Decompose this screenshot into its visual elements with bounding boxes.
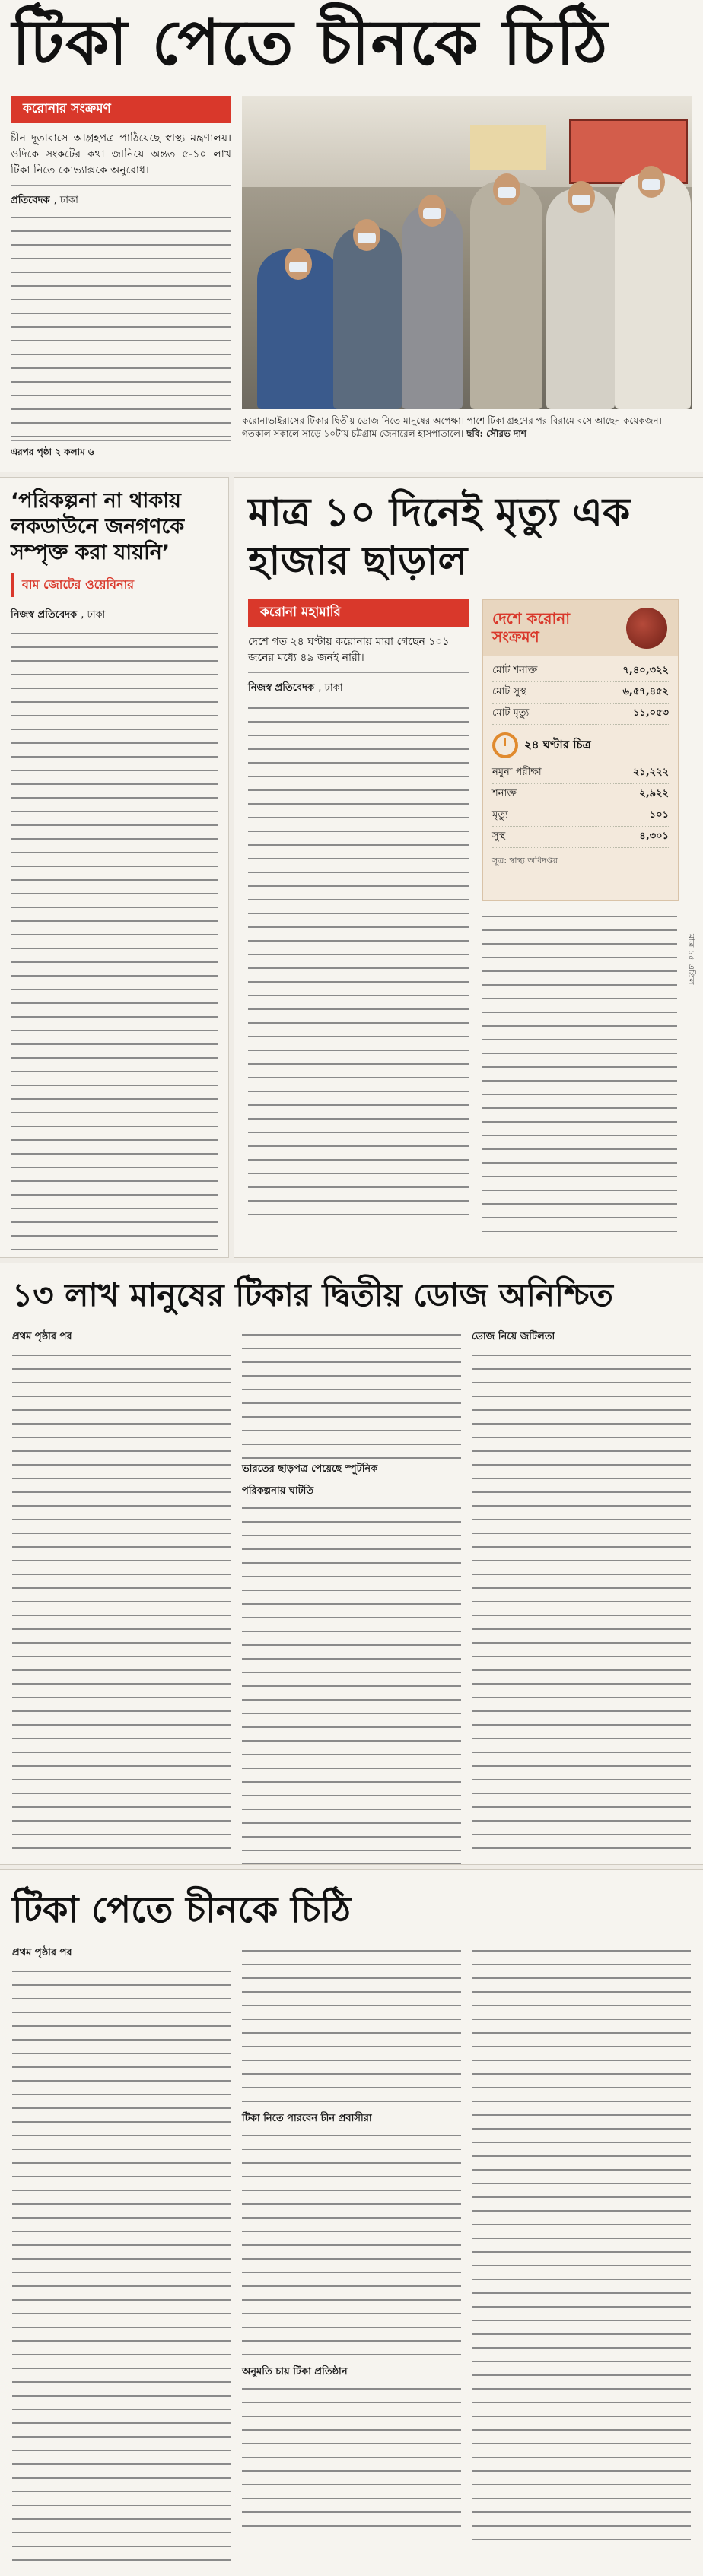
deck-text: দেশে গত ২৪ ঘণ্টায় করোনায় মারা গেছেন ১০১ জনের মধ্যে ৪৯ জনই নারী।: [248, 636, 450, 664]
headline: ‘পরিকল্পনা না থাকায় লকডাউনে জনগণকে সম্পৃক্ত করা যায়নি’: [11, 489, 185, 564]
deck-text: চীন দূতাবাসে আগ্রহপত্র পাঠিয়েছে স্বাস্থ্য মন্ত্রণালয়। ওদিকে সংকটের কথা জানিয়ে অন্তত ৫-১০ লাখ টিকা নিতে কোভ্যাক্সকে অনুরোধ।: [11, 132, 231, 176]
body-text-block: [242, 2130, 461, 2358]
body-text-block: [11, 212, 231, 440]
clock-icon: [492, 732, 518, 758]
subhead: অনুমতি চায় টিকা প্রতিষ্ঠান: [242, 2366, 348, 2377]
body-text-block: [11, 628, 218, 1257]
dateline: ঢাকা: [324, 682, 343, 694]
stat-row-new-recovered: সুস্থ ৪,৩০১: [492, 827, 669, 848]
infobox-subtitle: ২৪ ঘণ্টার চিত্র: [524, 738, 591, 752]
body-text-block: [482, 911, 677, 1238]
stat-row-tests: নমুনা পরীক্ষা ২১,২২২: [492, 763, 669, 784]
stat-row-new-deaths: মৃত্যু ১০১: [492, 805, 669, 827]
article-second-dose: [0, 1263, 703, 1864]
body-text-block: [242, 1503, 461, 1864]
body-text-block: [242, 2384, 461, 2536]
byline: প্রতিবেদক: [11, 195, 50, 206]
body-text-block: [242, 1329, 461, 1459]
headline: টিকা পেতে চীনকে চিঠি: [12, 7, 609, 79]
virus-icon: [626, 608, 667, 649]
photo-caption: করোনাভাইরাসের টিকার দ্বিতীয় ডোজ নিতে মানুষের অপেক্ষা। পাশে টিকা গ্রহণের পর বিরামে বসে আছেন কয়েকজন। গতকাল সকালে সাড়ে ১০টায় চট্টগ্রাম জেনারেল হাসপাতালে। ছবি: সৌরভ দাশ: [242, 415, 662, 439]
article-death-toll: মাত্র ১০ দিনেই মৃত্যু এক হাজার ছাড়াল করোনা মহামারি দেশে গত ২৪ ঘণ্টায় করোনায় মারা গেছেন ১০১ জনের মধ্যে ৪৯ জনই নারী। নিজস্ব প্রতিবেদক , ঢাকা দেশে করোনা সংক্রমণ মোট শনাক্ত ৭,৪০,৩২২ মোট সুস্থ ৬,৫৭,৪৫২ মোট মৃত্যু ১১,০৫৩ ২৪ ঘণ্টার চিত্র নমুনা পরীক্ষা ২১,২২২ শনাক্ত ২,৯২২ মৃত্যু ১০১ সুস্থ ৪,৩০১ সূত্র: স্বাস্থ্য অধিদপ্তর মাত্র ১৫ এপ্রিল: [234, 478, 703, 1257]
continued-note: এরপর পৃষ্ঠা ২ কলাম ৬: [11, 446, 94, 457]
subhead: ভারতের ছাড়পত্র পেয়েছে স্পুটনিক: [242, 1463, 378, 1475]
jump-label: প্রথম পৃষ্ঠার পর: [12, 1331, 72, 1342]
kicker-label: করোনা মহামারি: [248, 599, 469, 627]
headline: টিকা পেতে চীনকে চিঠি: [12, 1888, 352, 1931]
stat-row-deaths: মোট মৃত্যু ১১,০৫৩: [492, 704, 669, 725]
subhead: টিকা নিতে পারবেন চীন প্রবাসীরা: [242, 2113, 372, 2124]
dateline: ঢাকা: [87, 609, 106, 621]
article-china-letter: টিকা পেতে চীনকে চিঠি করোনার সংক্রমণ চীন দূতাবাসে আগ্রহপত্র পাঠিয়েছে স্বাস্থ্য মন্ত্রণালয়। ওদিকে সংকটের কথা জানিয়ে অন্তত ৫-১০ লাখ টিকা নিতে কোভ্যাক্সকে অনুরোধ। প্রতিবেদক , ঢাকা এরপর পৃষ্ঠা ২ কলাম ৬ করোনাভাইরাসের টিকার দ্বিতীয় ডোজ নিতে মানুষের অপেক্ষা। পাশে টিকা গ্রহণের পর বিরামে বসে আছেন কয়েকজন। গতকাল সকালে সাড়ে ১০টায় চট্টগ্রাম জেনারেল হাসপাতালে। ছবি: সৌরভ দাশ: [0, 0, 703, 472]
body-text-block: [472, 1945, 691, 2546]
jump-label: প্রথম পৃষ্ঠার পর: [12, 1947, 72, 1958]
headline: মাত্র ১০ দিনেই মৃত্যু এক হাজার ছাড়াল: [248, 490, 631, 584]
headline: ১৩ লাখ মানুষের টিকার দ্বিতীয় ডোজ অনিশ্চিত: [12, 1276, 613, 1313]
body-text-block: [248, 703, 469, 1220]
article-china-letter-continued: [0, 1870, 703, 2576]
body-text-block: [242, 1945, 461, 2105]
infobox-source: সূত্র: স্বাস্থ্য অধিদপ্তর: [492, 856, 558, 866]
covid-stats-box: [482, 599, 679, 901]
body-text-block: [472, 1350, 691, 1860]
byline: নিজস্ব প্রতিবেদক: [11, 609, 78, 621]
article-left-alliance: ‘পরিকল্পনা না থাকায় লকডাউনে জনগণকে সম্পৃক্ত করা যায়নি’ বাম জোটের ওয়েবিনার নিজস্ব প্রতিবেদক , ঢাকা: [0, 478, 228, 1257]
stat-row-new-cases: শনাক্ত ২,৯২২: [492, 784, 669, 805]
stat-row-confirmed: মোট শনাক্ত ৭,৪০,৩২২: [492, 661, 669, 682]
infobox-title: দেশে করোনা সংক্রমণ: [492, 609, 571, 646]
subhead: ডোজ নিয়ে জটিলতা: [472, 1331, 555, 1342]
body-text-block: [12, 1966, 231, 2567]
dateline: ঢাকা: [59, 195, 78, 206]
side-note: মাত্র ১৫ এপ্রিল: [686, 934, 696, 985]
subhead: পরিকল্পনায় ঘাটতি: [242, 1485, 314, 1497]
byline: নিজস্ব প্রতিবেদক: [248, 682, 315, 694]
kicker-label: করোনার সংক্রমণ: [11, 96, 231, 123]
photo-credit: ছবি: সৌরভ দাশ: [466, 428, 526, 439]
body-text-block: [12, 1350, 231, 1860]
subhead: বাম জোটের ওয়েবিনার: [11, 573, 142, 597]
stat-row-recovered: মোট সুস্থ ৬,৫৭,৪৫২: [492, 682, 669, 704]
news-photo: [242, 96, 692, 409]
